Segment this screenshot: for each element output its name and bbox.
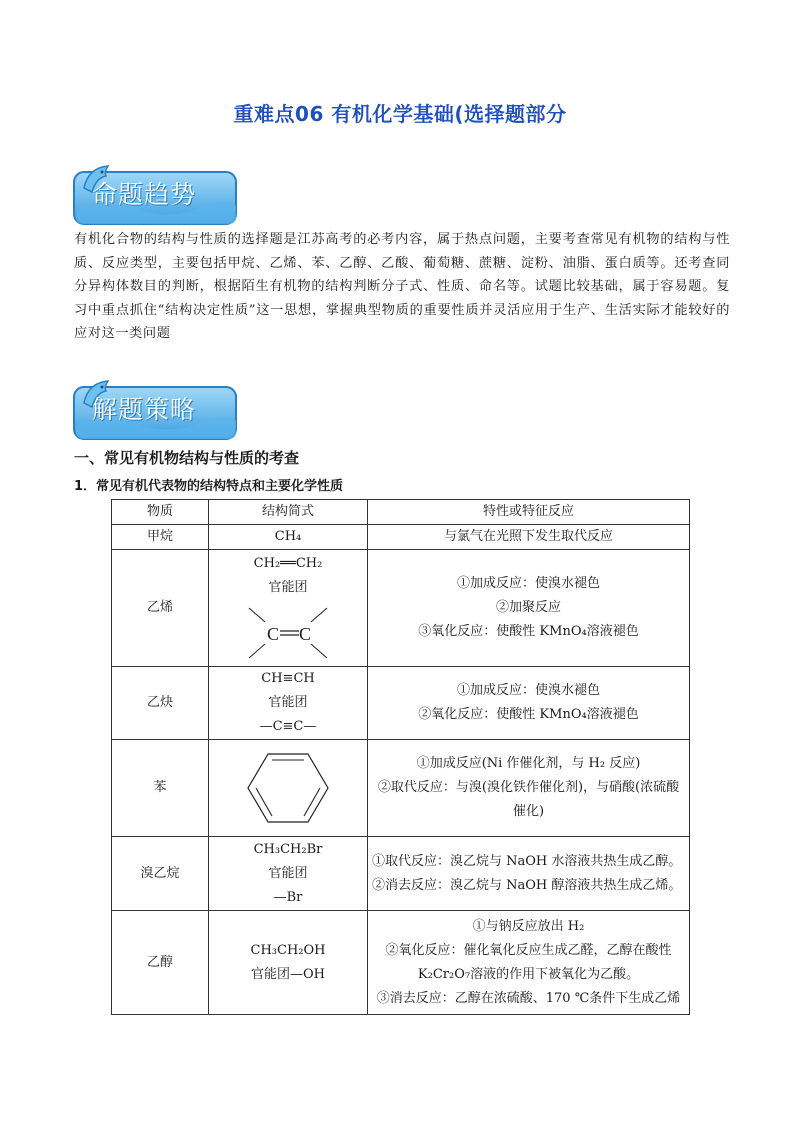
page-title: 重难点06 有机化学基础(选择题部分: [233, 102, 567, 126]
prop-line: ②氧化反应：使酸性 KMnO₄溶液褪色: [418, 707, 639, 722]
compound-name: 乙醇: [112, 911, 209, 1015]
structure-line: CH₂══CH₂: [253, 556, 323, 571]
prop-line: 与氯气在光照下发生取代反应: [443, 529, 613, 544]
props-cell: [368, 525, 690, 550]
compound-name: 甲烷: [112, 525, 209, 550]
structure-line: 官能团: [268, 580, 308, 595]
prop-line: ①与钠反应放出 H₂: [472, 918, 585, 934]
compound-name: 溴乙烷: [112, 837, 209, 911]
props-cell: [368, 911, 690, 1015]
structure-line: 官能团—OH: [251, 966, 325, 982]
table-row: [112, 525, 690, 550]
props-cell: [368, 667, 690, 740]
intro-paragraph: 有机化合物的结构与性质的选择题是江苏高考的必考内容，属于热点问题，主要考查常见有机物的结构与性质、反应类型，主要包括甲烷、乙烯、苯、乙醇、乙酸、葡萄糖、蔗糖、淀粉、油脂、蛋白质等。还考查同分异构体数目的判断，根据陌生有机物的结构判断分子式、性质、命名等。试题比较基础，属于容易题。复习中重点抓住“结构决定性质”这一思想，掌握典型物质的重要性质并灵活应用于生产、生活实际才能较好的应对这一类问题: [74, 232, 730, 342]
structure-line: CH≡CH: [261, 671, 315, 686]
prop-line: ②氧化反应：催化氧化反应生成乙醛，乙醇在酸性: [385, 942, 672, 958]
structure-cell: [209, 911, 368, 1015]
compound-name: 乙炔: [112, 667, 209, 740]
section-heading: 一、常见有机物结构与性质的考查: [74, 449, 300, 467]
prop-line: ①加成反应：使溴水褪色: [456, 683, 600, 698]
compound-name: 乙烯: [112, 550, 209, 667]
table-row: [112, 837, 690, 911]
structure-cell: [209, 837, 368, 911]
structure-line: CH₃CH₂Br: [253, 841, 323, 857]
header-cell: 物质: [112, 500, 209, 525]
organic-compounds-table: [111, 499, 690, 1015]
svg-text:C: C: [299, 624, 312, 644]
prop-line: ②取代反应：与溴(溴化铁作催化剂)，与硝酸(浓硫酸: [377, 780, 680, 795]
structure-line: CH₃CH₂OH: [250, 942, 326, 958]
structure-cell: [209, 667, 368, 740]
prop-line: ②加聚反应: [495, 600, 561, 615]
prop-line: ①取代反应：溴乙烷与 NaOH 水溶液共热生成乙醇。: [372, 853, 682, 869]
structure-line: 官能团: [268, 695, 308, 710]
compound-name: 苯: [112, 740, 209, 837]
prop-line: ①加成反应：使溴水褪色: [456, 576, 600, 591]
prop-line: ③消去反应：乙醇在浓硫酸、170 ℃条件下生成乙烯: [376, 990, 681, 1006]
structure-cell: [209, 525, 368, 550]
svg-text:C: C: [267, 624, 280, 644]
subsection-heading: 1．常见有机代表物的结构特点和主要化学性质: [74, 479, 344, 494]
table-row: [112, 740, 690, 837]
alkene-functional-group-icon: [243, 602, 333, 664]
structure-cell: [209, 550, 368, 667]
banner-label: 解题策略: [92, 395, 197, 424]
benzene-ring-icon: [238, 746, 338, 830]
prop-line: 催化): [512, 804, 545, 819]
table-header-row: [112, 500, 690, 525]
banner-jieti: [70, 373, 240, 445]
prop-line: K₂Cr₂O₇溶液的作用下被氧化为乙酸。: [417, 966, 640, 982]
table-row: [112, 667, 690, 740]
structure-line: CH₄: [274, 529, 302, 544]
prop-line: ②消去反应：溴乙烷与 NaOH 醇溶液共热生成乙烯。: [372, 877, 682, 893]
table-row: [112, 550, 690, 667]
table-row: [112, 911, 690, 1015]
header-cell: 特性或特征反应: [368, 500, 690, 525]
prop-line: ③氧化反应：使酸性 KMnO₄溶液褪色: [418, 624, 639, 639]
header-cell: 结构简式: [209, 500, 368, 525]
banner-label: 命题趋势: [92, 180, 197, 209]
banner-mingti: [70, 158, 240, 230]
structure-cell: [209, 740, 368, 837]
structure-line: —Br: [273, 889, 303, 905]
structure-line: —C≡C—: [259, 719, 317, 734]
structure-line: 官能团: [268, 865, 308, 881]
props-cell: [368, 837, 690, 911]
prop-line: ①加成反应(Ni 作催化剂，与 H₂ 反应): [416, 756, 641, 771]
props-cell: [368, 740, 690, 837]
props-cell: [368, 550, 690, 667]
